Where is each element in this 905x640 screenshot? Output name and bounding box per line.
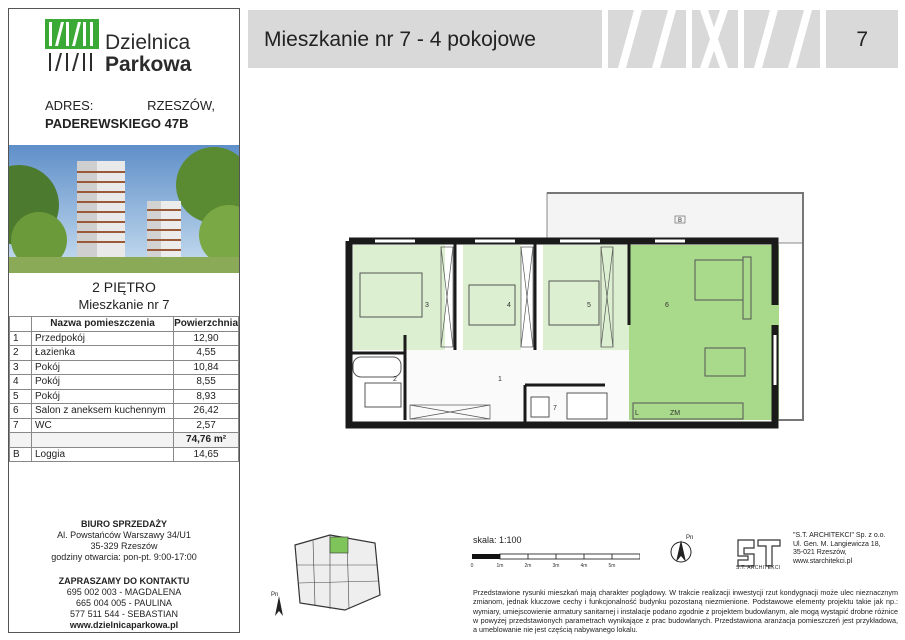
rooms-table [9,316,239,462]
contact-phone-3: 577 511 544 - SEBASTIAN [70,609,178,619]
scale-tick: 5m [608,563,616,569]
table-row: 5 Pokój 8,93 [10,389,239,404]
room-label-7: 7 [553,405,557,412]
address-block [45,97,215,133]
scale-bar [470,552,640,572]
office-postcode: 35-329 Rzeszów [90,541,158,551]
brand-name-line2: Parkowa [105,53,192,76]
office-title: BIURO SPRZEDAŻY [80,519,167,529]
table-total-row [10,433,239,448]
table-row: 2 Łazienka 4,55 [10,346,239,361]
office-hours: godziny otwarcia: pon-pt. 9:00-17:00 [51,552,197,562]
logo-mark-icon [45,19,99,73]
scale-tick: 3m [552,563,560,569]
north-arrow-small-icon [268,590,290,620]
decorative-stripe-pattern [598,10,828,68]
scale-tick: 1m [496,563,504,569]
room-label-1: 1 [498,376,502,383]
office-address: Al. Powstańców Warszawy 34/U1 [57,530,191,540]
room-label-5: 5 [587,302,591,309]
address-street: PADEREWSKIEGO 47B [45,116,189,131]
address-label: ADRES: [45,98,94,113]
brand-name-line1: Dzielnica [105,31,191,54]
north-label-small: Pn [271,592,279,598]
website-link[interactable]: www.dzielnicaparkowa.pl [69,620,179,630]
architect-logo-caption: S.T. ARCHITEKCI [736,565,781,571]
address-city: RZESZÓW, [147,98,215,113]
room-4-fill [463,245,521,350]
table-row: 4 Pokój 8,55 [10,375,239,390]
key-plan-highlight [330,537,348,553]
info-panel [8,8,240,633]
col-area: Powierzchnia [174,318,238,330]
north-label: Pn [686,535,694,541]
floor-plan [335,185,810,435]
floor-label: 2 PIĘTRO [92,279,156,295]
table-row: 3 Pokój 10,84 [10,360,239,375]
contact-block [9,576,239,631]
architect-info: "S.T. ARCHITEKCI" Sp. z o.o. Ul. Gen. M. Langiewicza 18, 35-021 Rzeszów, www.starchitekci.pl [793,532,886,565]
scale-tick: 2m [524,563,532,569]
scale-tick: 4m [580,563,588,569]
room-label-3: 3 [425,302,429,309]
disclaimer-text: Przedstawione rysunki mieszkań mają charakter poglądowy. W trakcie realizacji inwestycji rzut kondygnacji może ulec nieznacznym zmianom, jednak kluczowe cechy i funkcjonalność budynku pozostaną niezmienione. Podstawowe elementy projektu takie jak np.: wymiary, umiejscowienie armatury sanitarnej i instalacje podano zgodnie z projektem budowlanym, ale mogą wystąpić drobne różnice w powyżej przedstawionych parametrach wynikające z prac budowlanych. Przedstawiona aranżacja pomieszczeń jest przykładowa, a umeblowanie nie jest częścią nabywanego lokalu. [473,588,898,635]
table-row-loggia: B Loggia 14,65 [10,447,239,462]
contact-phone-2: 665 004 005 - PAULINA [76,598,172,608]
key-plan [285,525,385,620]
brand-logo [45,19,215,79]
room-label-B: B [677,218,683,224]
page-title: Mieszkanie nr 7 - 4 pokojowe [264,28,536,51]
kitchen-label-ZM: ZM [669,410,681,417]
north-arrow-icon [668,532,694,566]
room-label-4: 4 [507,302,511,309]
room-5-fill [543,245,629,350]
table-row: 1 Przedpokój 12,90 [10,331,239,346]
apartment-number: 7 [856,28,868,51]
title-bar [248,10,898,68]
room-label-6: 6 [665,302,669,309]
architect-website-link[interactable]: www.starchitekci.pl [793,557,853,565]
scale-label: skala: 1:100 [473,535,522,545]
total-area: 74,76 m² [174,433,239,448]
room-3-fill [353,245,445,350]
table-row: 6 Salon z aneksem kuchennym 26,42 [10,404,239,419]
building-photo [9,145,239,273]
sales-office [9,519,239,563]
apartment-name: Mieszkanie nr 7 [78,297,170,312]
room-label-2: 2 [393,376,397,383]
contact-phone-1: 695 002 003 - MAGDALENA [66,587,182,597]
room-6-fill [629,245,779,420]
scale-tick: 0 [470,563,474,569]
col-room-name: Nazwa pomieszczenia [32,317,174,332]
table-row: 7 WC 2,57 [10,418,239,433]
table-header [10,317,239,332]
kitchen-label-L: L [635,410,639,417]
contact-title: ZAPRASZAMY DO KONTAKTU [58,576,190,586]
